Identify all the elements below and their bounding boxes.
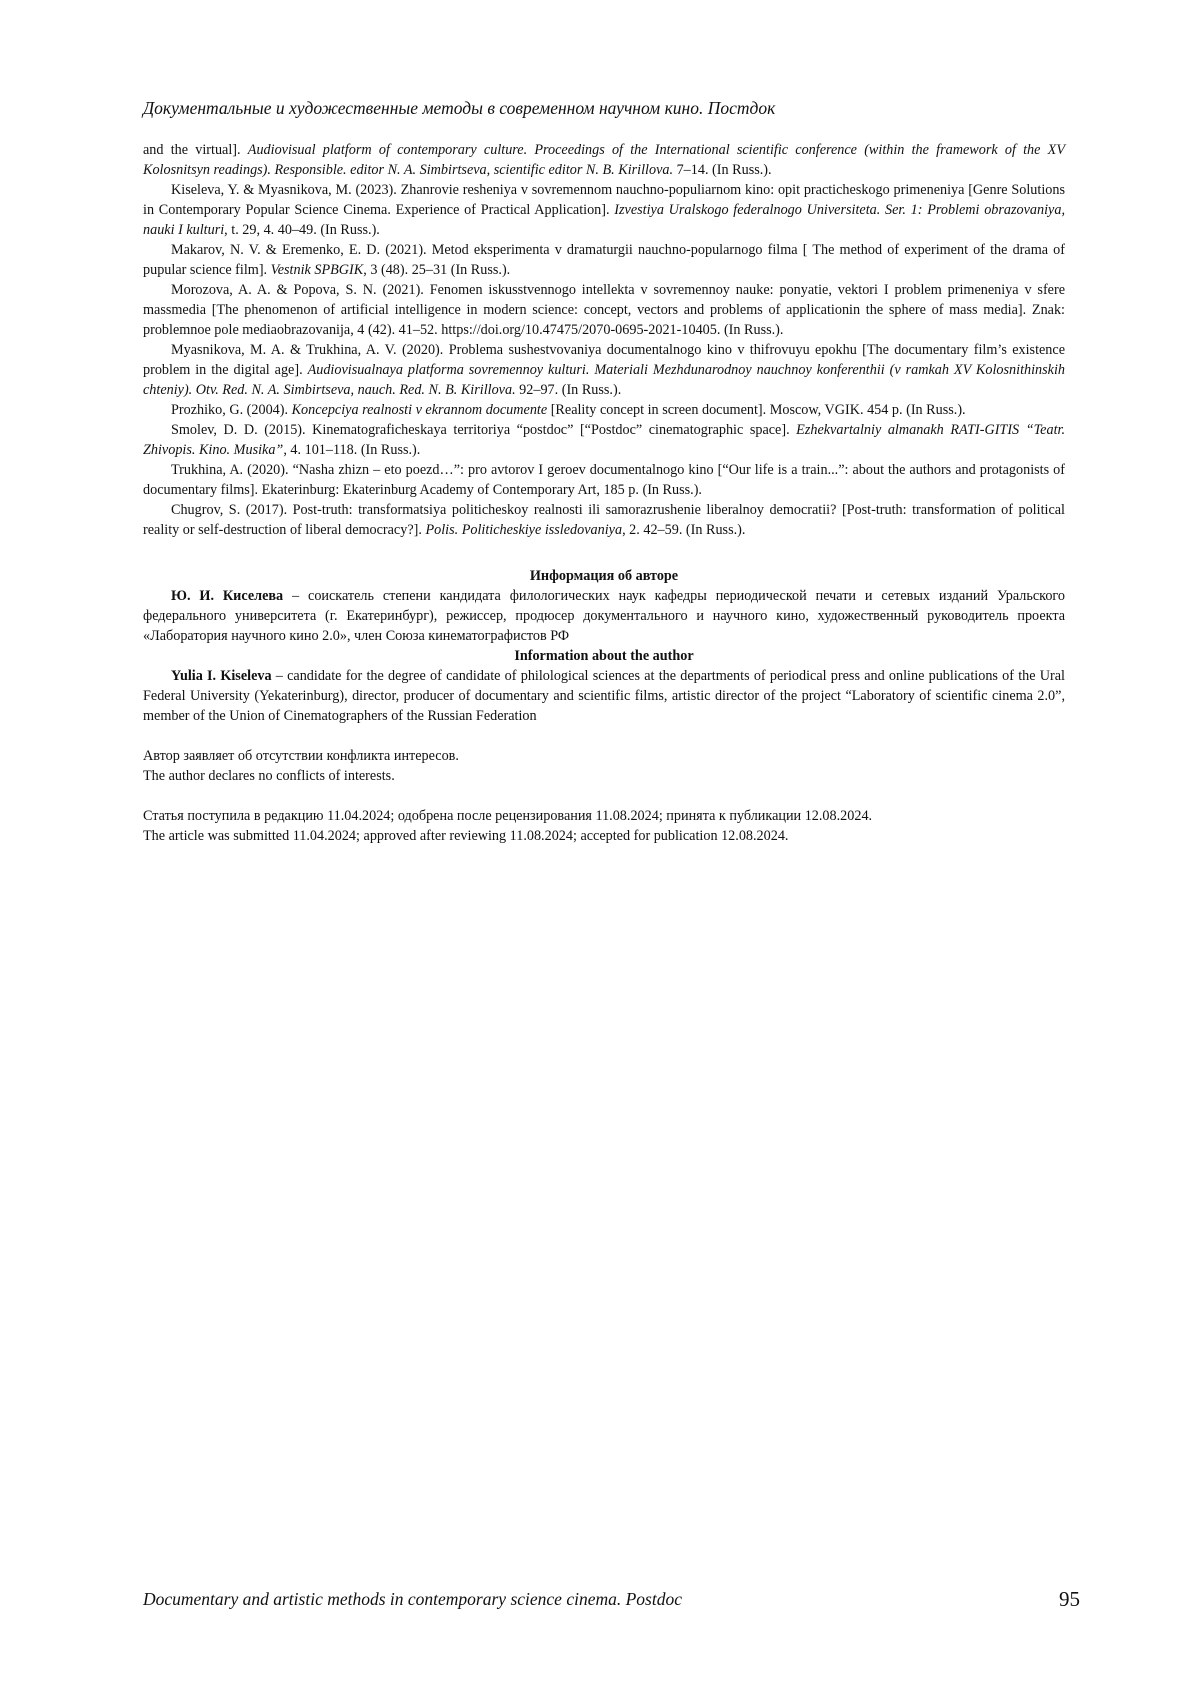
ref-text: Morozova, A. A. & Popova, S. N. (2021). Fenomen iskusstvennogo intellekta v sovremennoy nauke: ponyatie, vektori I problem primeneniya v sfere massmedia [The phenomenon of artificial intelligence in modern science: concept, vectors and problems of applicationin the sphere of mass media]. Znak: problemnoe pole mediaobrazovanija, 4 (42). 41–52. https://doi.org/10.47475/2070-0695-2021-10405. (In Russ.). — [143, 282, 1065, 338]
author-bio-text-ru: – соискатель степени кандидата филологических наук кафедры периодической печати и сетевых изданий Уральского федерального университета (г. Екатеринбург), режиссер, продюсер документального и научного кино, художественный руководитель проекта «Лаборатория научного кино 2.0», член Союза кинематографистов РФ — [143, 588, 1065, 644]
spacer — [143, 786, 1065, 806]
author-bio-ru — [143, 586, 1065, 646]
ref-text: Prozhiko, G. (2004). — [171, 402, 292, 418]
author-name-en: Yulia I. Kiseleva — [171, 668, 272, 684]
author-info-heading-ru: Информация об авторе — [529, 568, 679, 584]
ref-text: Kiseleva, Y. & Myasnikova, M. (2023). Zhanrovie resheniya v sovremennom nauchno-populiarnom kino: opit practicheskogo primeneniya [Genre Solutions in Contemporary Popular Science Cinema. Experience of Practical Application]. — [143, 182, 1065, 218]
author-info-en — [143, 646, 1065, 726]
dates-en: The article was submitted 11.04.2024; approved after reviewing 11.08.2024; accepted for publication 12.08.2024. — [143, 828, 789, 844]
reference-item — [143, 240, 1065, 280]
ref-source-italic: Audiovisualnaya platforma sovremennoy kulturi. Materiali Mezhdunarodnoy nauchnoy konferenthii (v ramkah XV Kolosnithinskih chteniy). Otv. Red. N. A. Simbirtseva, nauch. Red. N. B. Kirillova. — [143, 362, 1065, 398]
author-info-heading-en: Information about the author — [514, 648, 694, 664]
reference-item — [143, 460, 1065, 500]
author-info-ru — [143, 566, 1065, 646]
spacer — [143, 726, 1065, 746]
author-bio-text-en: – candidate for the degree of candidate of philological sciences at the departments of periodical press and online publications of the Ural Federal University (Yekaterinburg), director, producer of documentary and scientific films, artistic director of the project “Laboratory of scientific cinema 2.0”, member of the Union of Cinematographers of the Russian Federation — [143, 668, 1065, 724]
ref-source-italic: Ezhekvartalniy almanakh RATI-GITIS “Teatr. Zhivopis. Kino. Musika” — [143, 422, 1065, 458]
ref-text: , 4. 101–118. (In Russ.). — [283, 442, 421, 458]
ref-text: , 3 (48). 25–31 (In Russ.). — [363, 262, 511, 278]
conflicts-en: The author declares no conflicts of interests. — [143, 768, 395, 784]
ref-source-italic: Audiovisual platform of contemporary culture. Proceedings of the International scientific conference (within the framework of the XV Kolosnitsyn readings). Responsible. editor N. A. Simbirtseva, scientific editor N. B. Kirillova. — [143, 142, 1065, 178]
ref-text: Chugrov, S. (2017). Post-truth: transformatsiya politicheskoy realnosti ili samorazrushenie liberalnoy democratii? [Post-truth: transformation of political reality or self-destruction of liberal democracy?]. — [143, 502, 1065, 538]
page-number: 95 — [1059, 1587, 1080, 1611]
ref-text: , 2. 42–59. (In Russ.). — [622, 522, 746, 538]
ref-source-italic: Izvestiya Uralskogo federalnogo Universiteta. Ser. 1: Problemi obrazovaniya, nauki I kulturi — [143, 202, 1065, 238]
ref-text: [Reality concept in screen document]. Moscow, VGIK. 454 p. (In Russ.). — [547, 402, 966, 418]
reference-item — [143, 340, 1065, 400]
ref-text: , t. 29, 4. 40–49. (In Russ.). — [224, 222, 380, 238]
article-dates — [143, 806, 1065, 846]
ref-source-italic: Vestnik SPBGIK — [270, 262, 364, 278]
ref-source-italic: Polis. Politicheskiye issledovaniya — [425, 522, 623, 538]
ref-text: Myasnikova, M. A. & Trukhina, A. V. (2020). Problema sushestvovaniya documentalnogo kino v thifrovuyu epokhu [The documentary film’s existence problem in the digital age]. — [143, 342, 1065, 378]
reference-list — [143, 140, 1065, 540]
ref-text: 92–97. (In Russ.). — [515, 382, 622, 398]
reference-item — [143, 500, 1065, 540]
ref-text: Trukhina, A. (2020). “Nasha zhizn – eto poezd…”: pro avtorov I geroev documentalnogo kino [“Our life is a train...”: about the authors and protagonists of documentary films]. Ekaterinburg: Ekaterinburg Academy of Contemporary Art, 185 p. (In Russ.). — [143, 462, 1065, 498]
running-header-title: Документальные и художественные методы в современном научном кино. Постдок — [143, 98, 776, 118]
dates-ru: Статья поступила в редакцию 11.04.2024; одобрена после рецензирования 11.08.2024; принята к публикации 12.08.2024. — [143, 808, 873, 824]
running-footer-title: Documentary and artistic methods in contemporary science cinema. Postdoc — [143, 1589, 682, 1609]
conflicts-statement — [143, 746, 1065, 786]
reference-item — [143, 400, 1065, 420]
author-name-ru: Ю. И. Киселева — [171, 588, 284, 604]
reference-item — [143, 420, 1065, 460]
page-body — [143, 140, 1065, 846]
reference-item — [143, 140, 1065, 180]
author-bio-en — [143, 666, 1065, 726]
ref-text: 7–14. (In Russ.). — [673, 162, 772, 178]
ref-text: Makarov, N. V. & Eremenko, E. D. (2021). Metod eksperimenta v dramaturgii nauchno-popularnogo filma [ The method of experiment of the drama of pupular science film]. — [143, 242, 1065, 278]
ref-text: and the virtual]. — [143, 142, 248, 158]
conflicts-ru: Автор заявляет об отсутствии конфликта интересов. — [143, 748, 459, 764]
ref-source-italic: Koncepciya realnosti v ekrannom documente — [291, 402, 548, 418]
reference-item — [143, 280, 1065, 340]
ref-text: Smolev, D. D. (2015). Kinematograficheskaya territoriya “postdoc” [“Postdoc” cinematographic space]. — [171, 422, 797, 438]
reference-item — [143, 180, 1065, 240]
